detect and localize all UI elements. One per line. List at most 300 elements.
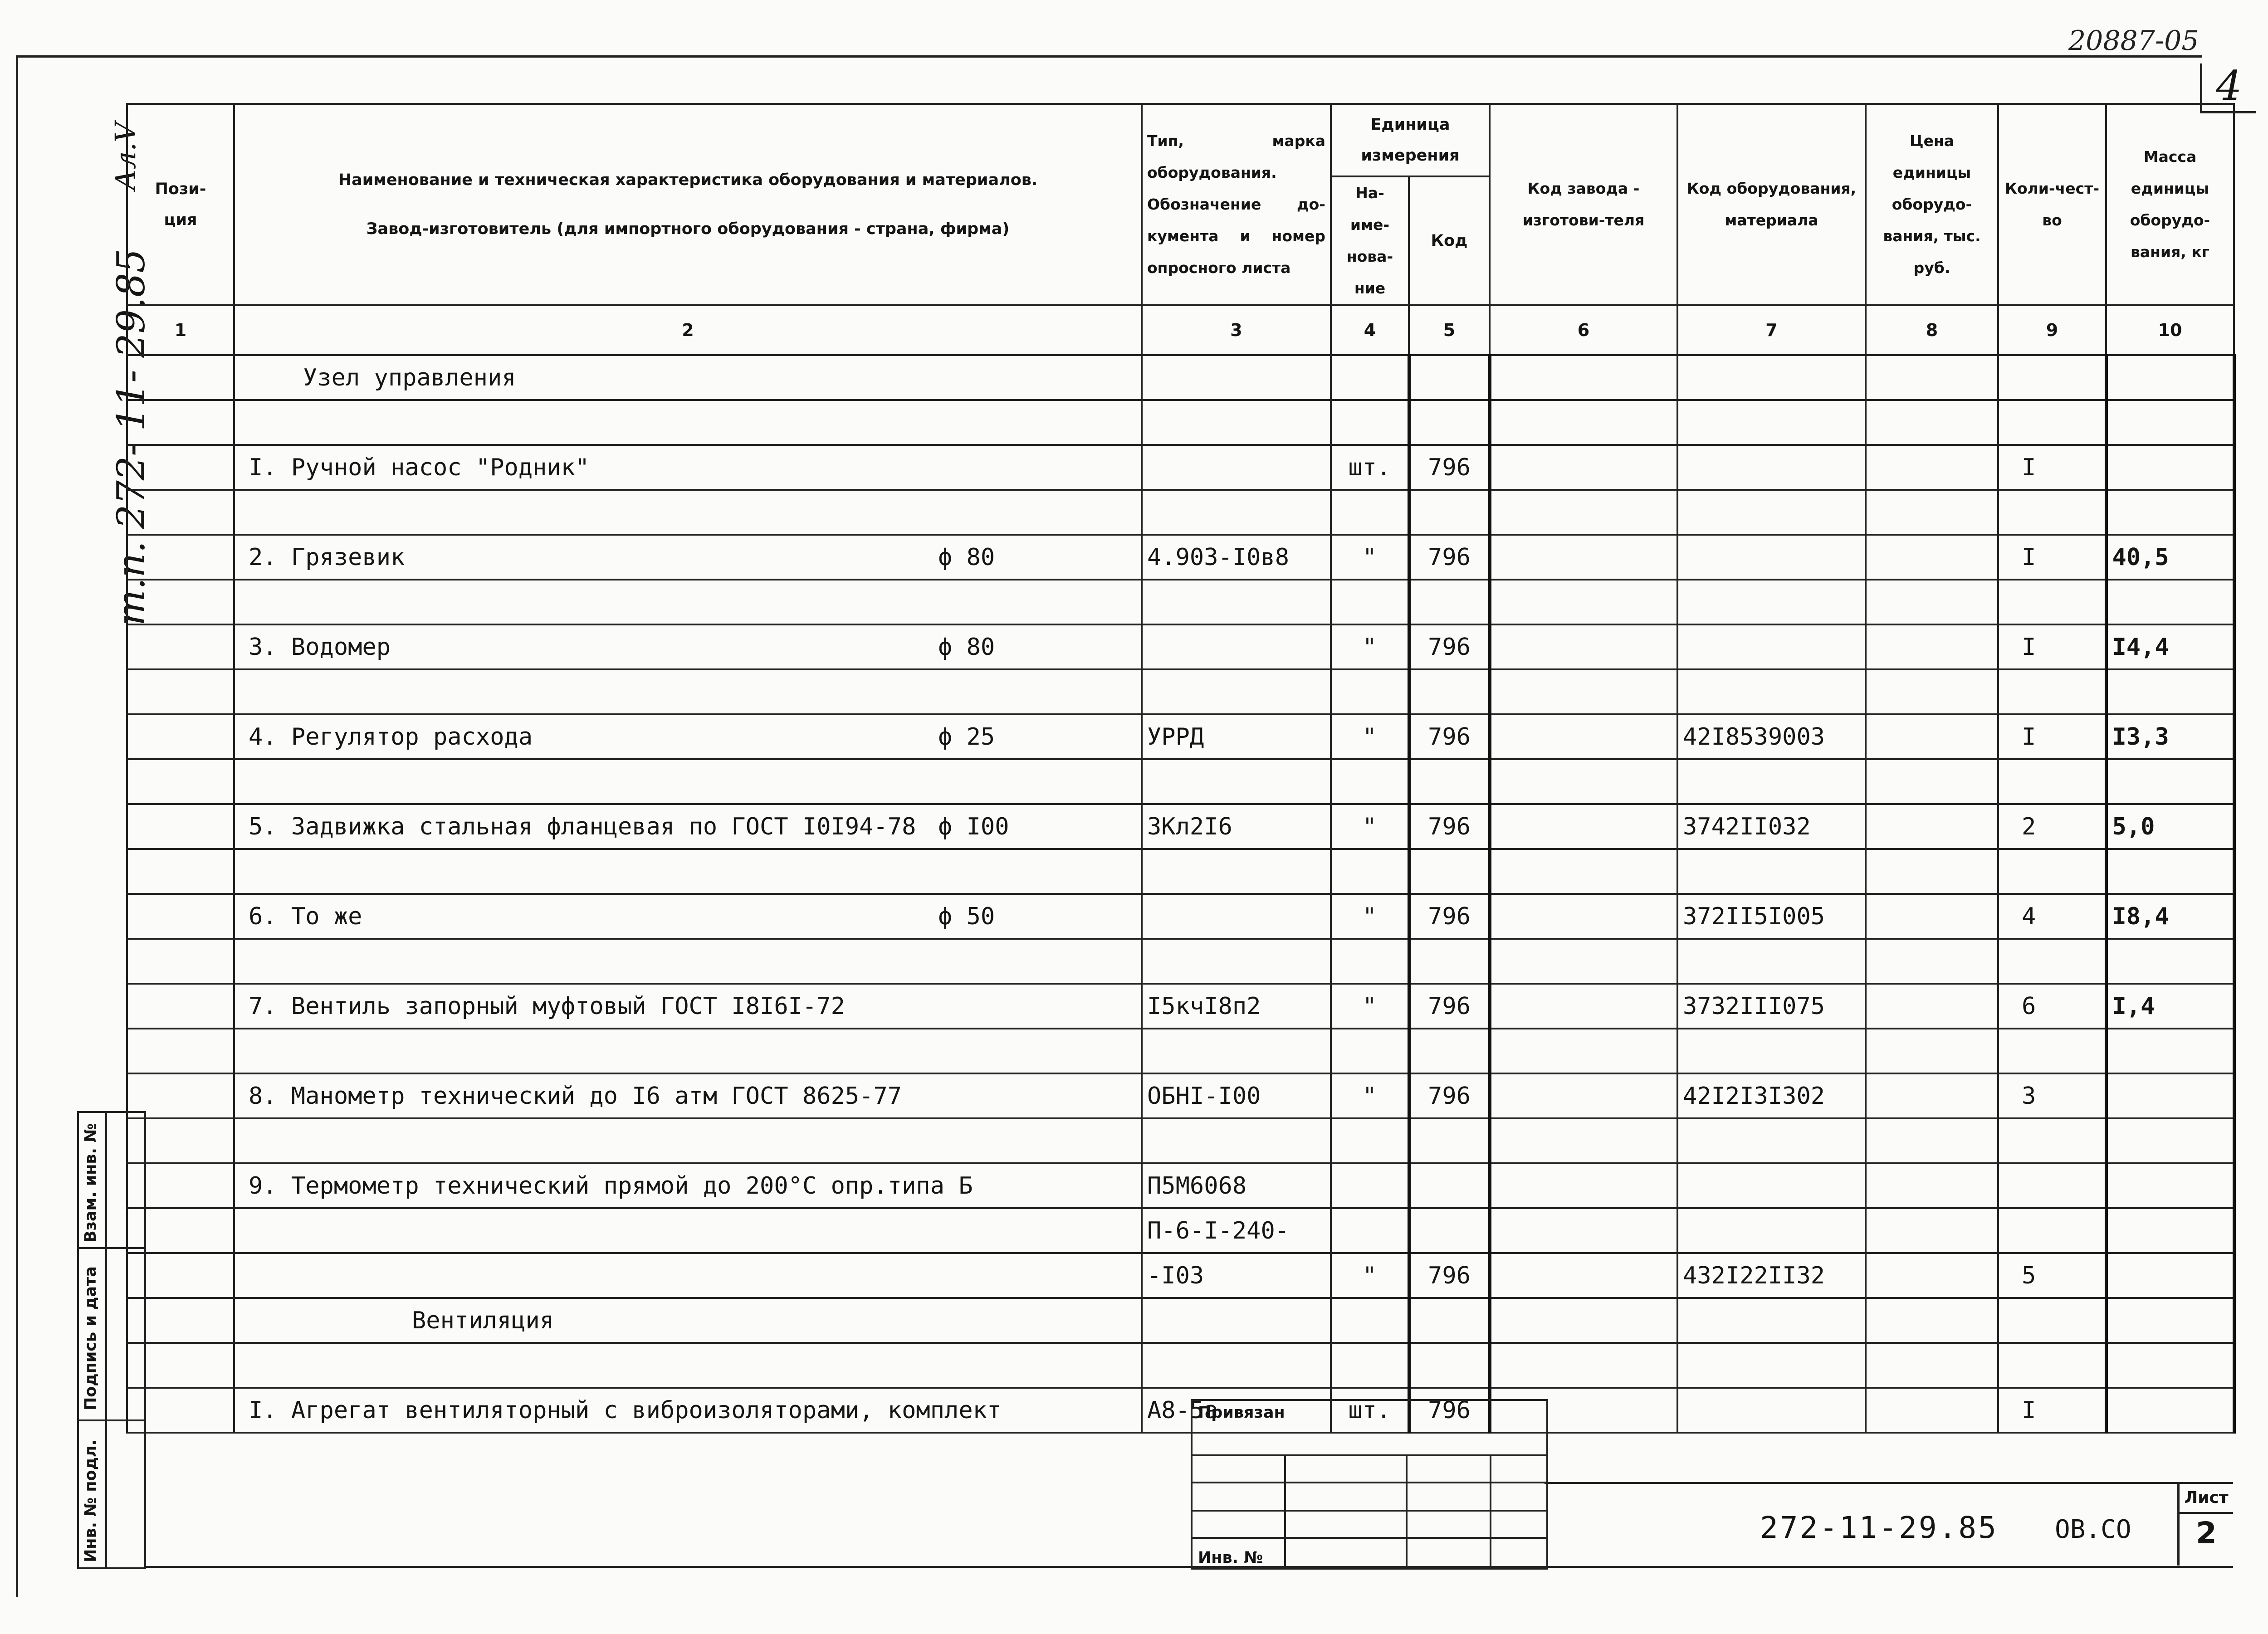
cell-code xyxy=(1409,939,1490,984)
item-qty: I xyxy=(2022,723,2036,751)
item-unit: шт. xyxy=(1348,1396,1391,1424)
column-number-7: 7 xyxy=(1677,305,1866,355)
item-type: П-6-I-240- xyxy=(1147,1217,1290,1244)
cell-unit xyxy=(1331,849,1409,894)
cell-equip xyxy=(1677,669,1866,714)
header-type: Тип, марка оборудования. Обозначение до-кумента и номер опросного листа xyxy=(1142,104,1331,305)
item-code: 796 xyxy=(1428,543,1471,571)
cell-qty xyxy=(1998,1343,2106,1388)
item-type: П5М6068 xyxy=(1147,1172,1247,1200)
item-unit: " xyxy=(1362,902,1377,930)
frame-top-line xyxy=(16,55,2202,58)
item-name: I. Ручной насос "Родник" xyxy=(249,454,590,481)
item-diameter: ϕ 25 xyxy=(938,723,995,751)
item-unit: " xyxy=(1362,992,1377,1020)
item-equip: 3732III075 xyxy=(1683,992,1825,1020)
cell-plant xyxy=(1490,1029,1677,1073)
table-row xyxy=(127,355,2234,400)
cell-type xyxy=(1142,580,1331,624)
cell-plant xyxy=(1490,624,1677,669)
cell-mass xyxy=(2106,714,2234,759)
item-code: 796 xyxy=(1428,902,1471,930)
side-stamp-column xyxy=(77,1111,145,1569)
item-name: 4. Регулятор расхода xyxy=(249,723,533,751)
cell-equip xyxy=(1677,1029,1866,1073)
cell-pos xyxy=(127,984,234,1029)
item-unit: " xyxy=(1362,633,1377,661)
section-title: Узел управления xyxy=(303,364,516,391)
cell-mass xyxy=(2106,1163,2234,1208)
item-diameter: ϕ 50 xyxy=(938,902,995,930)
cell-equip xyxy=(1677,580,1866,624)
cell-code xyxy=(1409,355,1490,400)
cell-plant xyxy=(1490,580,1677,624)
cell-mass xyxy=(2106,1298,2234,1343)
cell-code xyxy=(1409,849,1490,894)
cell-price xyxy=(1866,1163,1998,1208)
cell-pos xyxy=(127,580,234,624)
cell-type xyxy=(1142,804,1331,849)
item-diameter: ϕ 80 xyxy=(938,633,995,661)
cell-plant xyxy=(1490,1208,1677,1253)
cell-mass xyxy=(2106,445,2234,490)
cell-mass xyxy=(2106,1253,2234,1298)
cell-type xyxy=(1142,445,1331,490)
page-corner-number: 4 xyxy=(2200,63,2256,113)
sheet-box xyxy=(2177,1484,2234,1566)
table-row xyxy=(127,939,2234,984)
cell-plant xyxy=(1490,759,1677,804)
cell-qty xyxy=(1998,400,2106,445)
cell-code xyxy=(1409,1073,1490,1118)
cell-unit xyxy=(1331,580,1409,624)
cell-unit xyxy=(1331,355,1409,400)
cell-price xyxy=(1866,1298,1998,1343)
cell-plant xyxy=(1490,984,1677,1029)
binding-stamp xyxy=(1191,1396,1548,1570)
cell-qty xyxy=(1998,1073,2106,1118)
cell-type xyxy=(1142,490,1331,535)
cell-pos xyxy=(127,894,234,939)
cell-unit xyxy=(1331,804,1409,849)
header-plant-code: Код завода - изготови-теля xyxy=(1490,104,1677,305)
cell-price xyxy=(1866,669,1998,714)
item-equip: 3742II032 xyxy=(1683,813,1811,840)
item-unit: " xyxy=(1362,1082,1377,1110)
item-qty: I xyxy=(2022,1396,2036,1424)
cell-code xyxy=(1409,984,1490,1029)
cell-mass xyxy=(2106,849,2234,894)
cell-type xyxy=(1142,669,1331,714)
table-row xyxy=(127,894,2234,939)
item-type: ОБНI-I00 xyxy=(1147,1082,1261,1110)
cell-qty xyxy=(1998,939,2106,984)
item-equip: 42I8539003 xyxy=(1683,723,1825,751)
item-name: 6. То же xyxy=(249,902,362,930)
frame-left-line xyxy=(16,55,18,1597)
table-row xyxy=(127,1029,2234,1073)
cell-equip xyxy=(1677,1118,1866,1163)
cell-name xyxy=(234,490,1142,535)
item-unit: " xyxy=(1362,813,1377,840)
cell-name xyxy=(234,1208,1142,1253)
table-row xyxy=(127,1118,2234,1163)
cell-type xyxy=(1142,1298,1331,1343)
cell-qty xyxy=(1998,1208,2106,1253)
cell-price xyxy=(1866,1343,1998,1388)
cell-mass xyxy=(2106,535,2234,580)
cell-name xyxy=(234,535,1142,580)
cell-qty xyxy=(1998,580,2106,624)
cell-qty xyxy=(1998,490,2106,535)
stamp-bound-label: Привязан xyxy=(1198,1404,1285,1422)
cell-mass xyxy=(2106,355,2234,400)
cell-type xyxy=(1142,400,1331,445)
column-number-2: 2 xyxy=(234,305,1142,355)
cell-qty xyxy=(1998,1029,2106,1073)
cell-name xyxy=(234,624,1142,669)
item-name: 2. Грязевик xyxy=(249,543,405,571)
item-unit: шт. xyxy=(1348,454,1391,481)
cell-plant xyxy=(1490,355,1677,400)
cell-code xyxy=(1409,759,1490,804)
cell-equip xyxy=(1677,445,1866,490)
title-block-line xyxy=(1545,1482,2233,1484)
item-name: 3. Водомер xyxy=(249,633,391,661)
cell-type xyxy=(1142,939,1331,984)
cell-equip xyxy=(1677,1298,1866,1343)
cell-equip xyxy=(1677,714,1866,759)
cell-unit xyxy=(1331,669,1409,714)
cell-pos xyxy=(127,535,234,580)
cell-type xyxy=(1142,1029,1331,1073)
cell-code xyxy=(1409,1029,1490,1073)
cell-name xyxy=(234,1343,1142,1388)
cell-pos xyxy=(127,490,234,535)
cell-equip xyxy=(1677,849,1866,894)
item-type: -I03 xyxy=(1147,1262,1204,1289)
item-equip: 42I2I3I302 xyxy=(1683,1082,1825,1110)
cell-price xyxy=(1866,1388,1998,1433)
column-number-5: 5 xyxy=(1409,305,1490,355)
table-row xyxy=(127,445,2234,490)
cell-mass xyxy=(2106,669,2234,714)
cell-pos xyxy=(127,1029,234,1073)
frame-bottom-line xyxy=(145,1566,2233,1568)
cell-type xyxy=(1142,1208,1331,1253)
item-code: 796 xyxy=(1428,1262,1471,1289)
cell-name xyxy=(234,400,1142,445)
cell-plant xyxy=(1490,490,1677,535)
item-name: 5. Задвижка стальная фланцевая по ГОСТ I0I94-78 xyxy=(249,813,916,840)
cell-plant xyxy=(1490,894,1677,939)
cell-code xyxy=(1409,624,1490,669)
cell-name xyxy=(234,580,1142,624)
cell-code xyxy=(1409,1253,1490,1298)
table-row xyxy=(127,759,2234,804)
document-number: 272-11-29.85 xyxy=(1760,1510,1998,1545)
item-mass: 40,5 xyxy=(2112,543,2169,571)
table-row xyxy=(127,490,2234,535)
cell-unit xyxy=(1331,714,1409,759)
item-type: 3Кл2I6 xyxy=(1147,813,1232,840)
header-quantity: Коли-чест-во xyxy=(1998,104,2106,305)
cell-qty xyxy=(1998,669,2106,714)
cell-name xyxy=(234,1163,1142,1208)
cell-name xyxy=(234,1388,1142,1433)
side-repl-inv-label: Взам. инв. № xyxy=(82,1123,100,1243)
cell-qty xyxy=(1998,355,2106,400)
cell-name xyxy=(234,1253,1142,1298)
table-row xyxy=(127,1298,2234,1343)
table-row xyxy=(127,714,2234,759)
section-title: Вентиляция xyxy=(412,1307,554,1334)
cell-mass xyxy=(2106,624,2234,669)
cell-type xyxy=(1142,984,1331,1029)
cell-unit xyxy=(1331,1253,1409,1298)
cell-equip xyxy=(1677,1073,1866,1118)
cell-code xyxy=(1409,1298,1490,1343)
table-row xyxy=(127,535,2234,580)
item-qty: I xyxy=(2022,454,2036,481)
cell-price xyxy=(1866,984,1998,1029)
item-code: 796 xyxy=(1428,1082,1471,1110)
cell-code xyxy=(1409,714,1490,759)
item-name: 9. Термометр технический прямой до 200°С опр.типа Б xyxy=(249,1172,973,1200)
cell-qty xyxy=(1998,894,2106,939)
item-qty: 3 xyxy=(2022,1082,2036,1110)
cell-code xyxy=(1409,580,1490,624)
header-unit-name: На-име-нова-ние xyxy=(1331,176,1409,305)
cell-equip xyxy=(1677,759,1866,804)
cell-code xyxy=(1409,1118,1490,1163)
cell-pos xyxy=(127,849,234,894)
cell-unit xyxy=(1331,759,1409,804)
cell-qty xyxy=(1998,445,2106,490)
table-row xyxy=(127,804,2234,849)
cell-type xyxy=(1142,714,1331,759)
cell-code xyxy=(1409,535,1490,580)
cell-type xyxy=(1142,894,1331,939)
table-row xyxy=(127,1343,2234,1388)
cell-price xyxy=(1866,445,1998,490)
cell-equip xyxy=(1677,1343,1866,1388)
header-position: Пози- ция xyxy=(127,104,234,305)
cell-price xyxy=(1866,355,1998,400)
cell-qty xyxy=(1998,1118,2106,1163)
cell-plant xyxy=(1490,849,1677,894)
item-unit: " xyxy=(1362,723,1377,751)
cell-type xyxy=(1142,1118,1331,1163)
cell-equip xyxy=(1677,984,1866,1029)
cell-code xyxy=(1409,894,1490,939)
cell-plant xyxy=(1490,445,1677,490)
cell-price xyxy=(1866,400,1998,445)
item-qty: I xyxy=(2022,633,2036,661)
cell-unit xyxy=(1331,984,1409,1029)
table-row xyxy=(127,1208,2234,1253)
cell-name xyxy=(234,714,1142,759)
column-number-row xyxy=(127,305,2234,355)
item-mass: I,4 xyxy=(2112,992,2155,1020)
cell-mass xyxy=(2106,1388,2234,1433)
cell-unit xyxy=(1331,400,1409,445)
cell-plant xyxy=(1490,939,1677,984)
column-number-3: 3 xyxy=(1142,305,1331,355)
cell-qty xyxy=(1998,1298,2106,1343)
cell-mass xyxy=(2106,894,2234,939)
cell-price xyxy=(1866,1118,1998,1163)
cell-equip xyxy=(1677,624,1866,669)
item-unit: " xyxy=(1362,543,1377,571)
cell-mass xyxy=(2106,984,2234,1029)
cell-price xyxy=(1866,759,1998,804)
cell-mass xyxy=(2106,804,2234,849)
cell-name xyxy=(234,894,1142,939)
cell-type xyxy=(1142,1343,1331,1388)
cell-name xyxy=(234,669,1142,714)
header-unit: Единица измерения xyxy=(1331,104,1490,176)
cell-price xyxy=(1866,1208,1998,1253)
document-top-code: 20887-05 xyxy=(2068,25,2199,57)
cell-unit xyxy=(1331,535,1409,580)
header-mass: Масса единицы оборудо-вания, кг xyxy=(2106,104,2234,305)
cell-plant xyxy=(1490,1073,1677,1118)
cell-qty xyxy=(1998,624,2106,669)
cell-name xyxy=(234,1029,1142,1073)
item-type: 4.903-I0в8 xyxy=(1147,543,1290,571)
column-number-9: 9 xyxy=(1998,305,2106,355)
cell-qty xyxy=(1998,1163,2106,1208)
cell-name xyxy=(234,849,1142,894)
cell-qty xyxy=(1998,759,2106,804)
cell-price xyxy=(1866,490,1998,535)
cell-pos xyxy=(127,624,234,669)
cell-unit xyxy=(1331,490,1409,535)
side-sign-date-label: Подпись и дата xyxy=(82,1266,100,1410)
cell-price xyxy=(1866,1029,1998,1073)
cell-unit xyxy=(1331,939,1409,984)
cell-equip xyxy=(1677,490,1866,535)
cell-name xyxy=(234,1073,1142,1118)
cell-equip xyxy=(1677,400,1866,445)
table-row xyxy=(127,1253,2234,1298)
cell-plant xyxy=(1490,535,1677,580)
cell-name xyxy=(234,759,1142,804)
column-number-6: 6 xyxy=(1490,305,1677,355)
cell-mass xyxy=(2106,759,2234,804)
cell-price xyxy=(1866,1253,1998,1298)
cell-qty xyxy=(1998,849,2106,894)
cell-qty xyxy=(1998,1253,2106,1298)
sheet-number: 2 xyxy=(2196,1516,2217,1551)
cell-plant xyxy=(1490,1163,1677,1208)
item-code: 796 xyxy=(1428,1396,1471,1424)
cell-type xyxy=(1142,1163,1331,1208)
cell-code xyxy=(1409,445,1490,490)
cell-plant xyxy=(1490,1118,1677,1163)
cell-price xyxy=(1866,580,1998,624)
item-code: 796 xyxy=(1428,992,1471,1020)
item-mass: I8,4 xyxy=(2112,902,2169,930)
cell-pos xyxy=(127,400,234,445)
cell-equip xyxy=(1677,535,1866,580)
document-section: ОВ.СО xyxy=(2055,1515,2131,1544)
item-qty: I xyxy=(2022,543,2036,571)
cell-pos xyxy=(127,714,234,759)
header-equipment-code: Код оборудования, материала xyxy=(1677,104,1866,305)
item-qty: 6 xyxy=(2022,992,2036,1020)
cell-name xyxy=(234,984,1142,1029)
table-row xyxy=(127,580,2234,624)
cell-price xyxy=(1866,535,1998,580)
side-inv-orig-label: Инв. № подл. xyxy=(82,1439,100,1562)
cell-price xyxy=(1866,804,1998,849)
item-name: 8. Манометр технический до I6 атм ГОСТ 8625-77 xyxy=(249,1082,902,1110)
cell-mass xyxy=(2106,939,2234,984)
cell-equip xyxy=(1677,894,1866,939)
item-mass: 5,0 xyxy=(2112,813,2155,840)
item-unit: " xyxy=(1362,1262,1377,1289)
cell-unit xyxy=(1331,1208,1409,1253)
item-equip: 372II5I005 xyxy=(1683,902,1825,930)
cell-pos xyxy=(127,669,234,714)
cell-plant xyxy=(1490,1343,1677,1388)
cell-unit xyxy=(1331,1118,1409,1163)
cell-unit xyxy=(1331,894,1409,939)
cell-price xyxy=(1866,624,1998,669)
cell-mass xyxy=(2106,400,2234,445)
item-type: I5кчI8п2 xyxy=(1147,992,1261,1020)
cell-equip xyxy=(1677,804,1866,849)
cell-type xyxy=(1142,535,1331,580)
table-row xyxy=(127,1163,2234,1208)
cell-name xyxy=(234,804,1142,849)
cell-plant xyxy=(1490,400,1677,445)
cell-qty xyxy=(1998,1388,2106,1433)
column-number-1: 1 xyxy=(127,305,234,355)
item-diameter: ϕ 80 xyxy=(938,543,995,571)
column-number-8: 8 xyxy=(1866,305,1998,355)
column-number-4: 4 xyxy=(1331,305,1409,355)
table-row xyxy=(127,624,2234,669)
cell-plant xyxy=(1490,1298,1677,1343)
side-project-code: т.п. 272- 11- 29.85 xyxy=(109,249,153,626)
table-row xyxy=(127,1073,2234,1118)
item-code: 796 xyxy=(1428,454,1471,481)
cell-code xyxy=(1409,1343,1490,1388)
cell-pos xyxy=(127,804,234,849)
item-code: 796 xyxy=(1428,633,1471,661)
cell-type xyxy=(1142,1253,1331,1298)
cell-type xyxy=(1142,759,1331,804)
specification-table xyxy=(126,103,2236,1434)
cell-qty xyxy=(1998,984,2106,1029)
cell-unit xyxy=(1331,1073,1409,1118)
cell-code xyxy=(1409,669,1490,714)
cell-unit xyxy=(1331,445,1409,490)
item-qty: 2 xyxy=(2022,813,2036,840)
cell-mass xyxy=(2106,1073,2234,1118)
cell-unit xyxy=(1331,1343,1409,1388)
cell-equip xyxy=(1677,355,1866,400)
cell-price xyxy=(1866,849,1998,894)
cell-code xyxy=(1409,804,1490,849)
sheet-label: Лист xyxy=(2180,1484,2233,1514)
cell-price xyxy=(1866,1073,1998,1118)
cell-code xyxy=(1409,490,1490,535)
table-body xyxy=(127,355,2234,1433)
